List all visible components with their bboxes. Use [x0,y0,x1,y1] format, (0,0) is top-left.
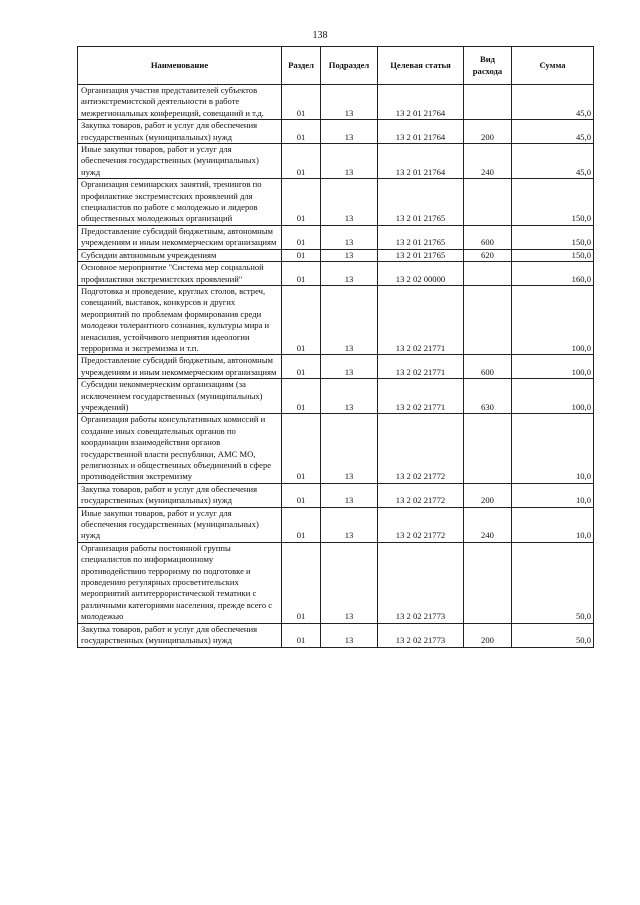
cell-subsection: 13 [321,285,378,354]
table-row [78,483,594,507]
table-row [78,285,594,354]
cell-target-article: 13 2 01 21765 [378,179,464,226]
cell-name: Закупка товаров, работ и услуг для обеспечения государственных (муниципальных) нужд [78,623,282,647]
cell-section: 01 [282,355,321,379]
cell-name: Организация работы консультативных комиссий и создание иных совещательных органов по координации взаимодействия органов государственной власти республики, ΑΜС ΜΟ, религиозных и общественных объединений в сфере противодействия экстремизму [78,414,282,483]
header-sum: Сумма [512,47,594,85]
cell-name: Подготовка и проведение, круглых столов, встреч, совещаний, выставок, конкурсов и других мероприятий по проблемам формирования среди молодежи толерантного сознания, культуры мира и ненасилия, устойчивого неприятия идеологии терроризма и экстремизма и т.п. [78,285,282,354]
cell-target-article: 13 2 01 21765 [378,249,464,261]
cell-sum: 150,0 [512,179,594,226]
cell-target-article: 13 2 02 21771 [378,355,464,379]
cell-expense-type [464,414,512,483]
cell-sum: 100,0 [512,379,594,414]
cell-section: 01 [282,179,321,226]
cell-sum: 10,0 [512,483,594,507]
cell-target-article: 13 2 02 21771 [378,285,464,354]
cell-name: Иные закупки товаров, работ и услуг для обеспечения государственных (муниципальных) нужд [78,144,282,179]
cell-sum: 45,0 [512,144,594,179]
cell-expense-type [464,262,512,286]
cell-name: Субсидии некоммерческим организациям (за исключением государственных (муниципальных) учреждений) [78,379,282,414]
cell-expense-type: 240 [464,507,512,542]
cell-expense-type [464,285,512,354]
cell-sum: 150,0 [512,249,594,261]
cell-section: 01 [282,85,321,120]
table-row [78,379,594,414]
cell-sum: 10,0 [512,414,594,483]
table-header-row [78,47,594,85]
cell-target-article: 13 2 01 21765 [378,225,464,249]
cell-section: 01 [282,623,321,647]
cell-subsection: 13 [321,379,378,414]
cell-subsection: 13 [321,542,378,623]
budget-table [77,46,594,648]
cell-expense-type: 200 [464,120,512,144]
table-row [78,144,594,179]
cell-subsection: 13 [321,507,378,542]
cell-expense-type [464,179,512,226]
cell-subsection: 13 [321,262,378,286]
cell-name: Субсидии автономным учреждениям [78,249,282,261]
page-number: 138 [312,30,328,41]
cell-target-article: 13 2 01 21764 [378,85,464,120]
cell-name: Организация работы постоянной группы специалистов по информационному противодействию терроризму по подготовке и проведению регулярных просветительских мероприятий антитеррористической тематики с различными категориями населения, прежде всего с молодежью [78,542,282,623]
cell-expense-type: 600 [464,355,512,379]
cell-expense-type [464,542,512,623]
table-row [78,507,594,542]
cell-target-article: 13 2 01 21764 [378,144,464,179]
cell-subsection: 13 [321,144,378,179]
cell-sum: 100,0 [512,285,594,354]
cell-target-article: 13 2 02 21772 [378,507,464,542]
cell-subsection: 13 [321,623,378,647]
cell-target-article: 13 2 02 21772 [378,414,464,483]
cell-section: 01 [282,285,321,354]
cell-section: 01 [282,542,321,623]
cell-expense-type: 240 [464,144,512,179]
table-row [78,542,594,623]
cell-subsection: 13 [321,225,378,249]
cell-section: 01 [282,144,321,179]
cell-subsection: 13 [321,249,378,261]
cell-sum: 160,0 [512,262,594,286]
cell-expense-type: 200 [464,623,512,647]
cell-sum: 45,0 [512,85,594,120]
cell-name: Организация семинарских занятий, тренингов по профилактике экстремистских проявлений для специалистов по работе с молодежью и лидеров общественных молодежных организаций [78,179,282,226]
cell-name: Иные закупки товаров, работ и услуг для обеспечения государственных (муниципальных) нужд [78,507,282,542]
cell-sum: 50,0 [512,623,594,647]
cell-subsection: 13 [321,483,378,507]
cell-target-article: 13 2 01 21764 [378,120,464,144]
cell-target-article: 13 2 02 21771 [378,379,464,414]
cell-expense-type [464,85,512,120]
table-row [78,120,594,144]
cell-sum: 50,0 [512,542,594,623]
cell-subsection: 13 [321,414,378,483]
header-expense-type: Вид расхода [464,47,512,85]
cell-name: Основное мероприятие "Система мер социальной профилактики экстремистских проявлений" [78,262,282,286]
cell-section: 01 [282,120,321,144]
header-subsection: Подраздел [321,47,378,85]
table-row [78,249,594,261]
header-section: Раздел [282,47,321,85]
cell-name: Предоставление субсидий бюджетным, автономным учреждениям и иным некоммерческим организациям [78,355,282,379]
header-target-article: Целевая статья [378,47,464,85]
cell-expense-type: 600 [464,225,512,249]
cell-subsection: 13 [321,179,378,226]
cell-name: Закупка товаров, работ и услуг для обеспечения государственных (муниципальных) нужд [78,483,282,507]
cell-sum: 150,0 [512,225,594,249]
cell-name: Организация участия представителей субъектов антиэкстремистской деятельности в работе межрегиональных конференций, совещаний и т.д. [78,85,282,120]
cell-name: Закупка товаров, работ и услуг для обеспечения государственных (муниципальных) нужд [78,120,282,144]
table-row [78,179,594,226]
cell-section: 01 [282,262,321,286]
cell-sum: 45,0 [512,120,594,144]
cell-target-article: 13 2 02 21772 [378,483,464,507]
cell-target-article: 13 2 02 21773 [378,542,464,623]
cell-subsection: 13 [321,120,378,144]
cell-section: 01 [282,249,321,261]
cell-target-article: 13 2 02 00000 [378,262,464,286]
cell-expense-type: 620 [464,249,512,261]
cell-section: 01 [282,225,321,249]
cell-expense-type: 200 [464,483,512,507]
header-name: Наименование [78,47,282,85]
cell-section: 01 [282,483,321,507]
cell-section: 01 [282,414,321,483]
cell-name: Предоставление субсидий бюджетным, автономным учреждениям и иным некоммерческим организациям [78,225,282,249]
table-row [78,623,594,647]
cell-expense-type: 630 [464,379,512,414]
cell-section: 01 [282,379,321,414]
table-row [78,414,594,483]
table-row [78,355,594,379]
cell-sum: 10,0 [512,507,594,542]
table-row [78,85,594,120]
cell-section: 01 [282,507,321,542]
cell-sum: 100,0 [512,355,594,379]
cell-subsection: 13 [321,85,378,120]
table-body [78,85,594,648]
cell-subsection: 13 [321,355,378,379]
table-row [78,262,594,286]
table-row [78,225,594,249]
cell-target-article: 13 2 02 21773 [378,623,464,647]
